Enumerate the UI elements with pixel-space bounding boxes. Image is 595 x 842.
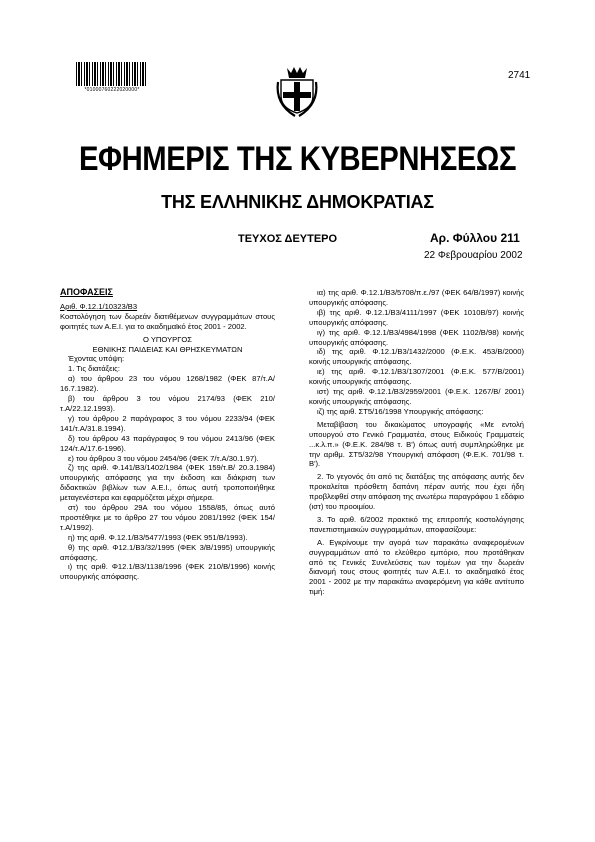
paragraph: δ) του άρθρου 43 παράγραφος 9 του νόμου 2413/96 (ΦΕΚ 124/τ.Α/17.6-1996). bbox=[60, 433, 275, 453]
paragraph: Α. Εγκρίνουμε την αγορά των παρακάτω αναφερομένων συγγραμμάτων από το ελεύθερο εμπόριο, που προτάθηκαν από τις Γενικές Συνελεύσεις των τομέων για την δωρεάν διανομή τους στους φοιτητές των Α.Ε.Ι. το ακαδημαϊκό έτος 2001 - 2002 με την παρακάτω αναφερόμενη για κάθε αντίτυπο τιμή: bbox=[309, 537, 524, 597]
section-heading: ΑΠΟΦΑΣΕΙΣ bbox=[60, 287, 113, 297]
having-regard: Έχοντας υπόψη: bbox=[68, 354, 125, 364]
paragraph: ιβ) της αριθ. Φ.12.1/Β3/4111/1997 (ΦΕΚ 1010Β/97) κοινής υπουργικής απόφασης. bbox=[309, 307, 524, 327]
paragraph: θ) της αριθ. Φ12.1/Β3/32/1995 (ΦΕΚ 3/Β/1995) υπουργικής απόφασης. bbox=[60, 542, 275, 562]
paragraph: ιγ) της αριθ. Φ.12.1/Β3/4984/1998 (ΦΕΚ 1102/Β/98) κοινής υπουργικής απόφασης. bbox=[309, 327, 524, 347]
greek-coat-of-arms-icon bbox=[273, 62, 321, 120]
gazette-title: ΕΦΗΜΕΡΙΣ ΤΗΣ ΚΥΒΕΡΝΗΣΕΩΣ bbox=[78, 140, 517, 178]
paragraph: ζ) της αριθ. Φ.141/Β3/1402/1984 (ΦΕΚ 159/τ.Β/ 20.3.1984) υπουργικής απόφασης για την έκδοση και διάκριση των διδακτικών βιβλίων των Α.Ε.Ι., όπως αυτή τροποποιήθηκε μεταγενέστερα και εφαρμόζεται μέχρι σήμερα. bbox=[60, 463, 275, 503]
paragraph: 2. Το γεγονός ότι από τις διατάξεις της απόφασης αυτής δεν προκαλείται πρόσθετη δαπάνη πέραν αυτής που έχει ήδη προβλεφθεί στην απόφαση της ανωτέρω παραγράφου 1 εδάφιο (ιστ) του προοιμίου. bbox=[309, 472, 524, 512]
issue-date: 22 Φεβρουαρίου 2002 bbox=[424, 250, 523, 261]
ministry-name: ΕΘΝΙΚΗΣ ΠΑΙΔΕΙΑΣ ΚΑΙ ΘΡΗΣΚΕΥΜΑΤΩΝ bbox=[92, 344, 243, 354]
paragraph: Μεταβίβαση του δικαιώματος υπογραφής «Με εντολή υπουργού στο Γενικό Γραμματέα, στους Ειδικούς Γραμματείς ...κ.λ.π.» (Φ.Ε.Κ. 284/98 τ. Β') όπως αυτή συμπληρώθηκε με την αριθμ. ΣΤ5/32/98 Υπουργική απόφαση (Φ.Ε.Κ. 701/98 τ. Β'). bbox=[309, 419, 524, 469]
paragraph: ιστ) της αριθ. Φ.12.1/Β3/2959/2001 (Φ.Ε.Κ. 1267/Β/ 2001) κοινής υπουργικής απόφασης. bbox=[309, 387, 524, 406]
decision-reference: Αριθ. Φ.12.1/10323/Β3 bbox=[60, 301, 138, 311]
paragraph: ια) της αριθ. Φ.12.1/Β3/5708/π.ε./97 (ΦΕΚ 64/Β/1997) κοινής υπουργικής απόφασης. bbox=[309, 288, 524, 307]
right-column bbox=[309, 288, 524, 597]
paragraph: ι) της αριθ. Φ12.1/Β3/1138/1996 (ΦΕΚ 210/Β/1996) κοινής υπουργικής απόφασης. bbox=[60, 562, 275, 582]
paragraph: β) του άρθρου 3 του νόμου 2174/93 (ΦΕΚ 210/τ.Α/22.12.1993). bbox=[60, 394, 275, 413]
paragraph: η) της αριθ. Φ.12.1/Β3/5477/1993 (ΦΕΚ 951/Β/1993). bbox=[68, 532, 248, 542]
left-column bbox=[60, 288, 275, 582]
gazette-subtitle: ΤΗΣ ΕΛΛΗΝΙΚΗΣ ΔΗΜΟΚΡΑΤΙΑΣ bbox=[161, 192, 434, 212]
issue-label: ΤΕΥΧΟΣ ΔΕΥΤΕΡΟ bbox=[238, 233, 338, 245]
barcode-number: *01000760222020000* bbox=[84, 87, 140, 93]
minister-title: Ο ΥΠΟΥΡΓΟΣ bbox=[142, 334, 192, 344]
paragraph: στ) του άρθρου 29Α του νόμου 1558/85, όπως αυτό προστέθηκε με το άρθρο 27 του νόμου 2081/1992 (ΦΕΚ 154/τ.Α/1992). bbox=[60, 503, 275, 532]
decision-subject: Κοστολόγηση των δωρεάν διατιθέμενων συγγραμμάτων στους φοιτητές των Α.Ε.Ι. για το ακαδημαϊκό έτος 2001 - 2002. bbox=[60, 311, 275, 331]
paragraph: 1. Τις διατάξεις: bbox=[68, 364, 120, 374]
page-number: 2741 bbox=[508, 70, 531, 81]
paragraph: 3. Το αριθ. 6/2002 πρακτικό της επιτροπής κοστολόγησης πανεπιστημιακών συγγραμμάτων, αποφασίζουμε: bbox=[309, 514, 524, 534]
sheet-number: Αρ. Φύλλου 211 bbox=[430, 231, 520, 245]
paragraph: ιζ) της αριθ. ΣΤ5/16/1998 Υπουργικής απόφασης: bbox=[317, 406, 484, 416]
paragraph: ιδ) της αριθ. Φ.12.1/Β3/1432/2000 (Φ.Ε.Κ. 453/Β/2000) κοινής υπουργικής απόφασης. bbox=[309, 347, 524, 367]
paragraph: ιε) της αριθ. Φ.12.1/Β3/1307/2001 (Φ.Ε.Κ. 577/Β/2001) κοινής υπουργικής απόφασης. bbox=[309, 367, 524, 387]
paragraph: γ) του άρθρου 2 παράγραφος 3 του νόμου 2233/94 (ΦΕΚ 141/τ.Α/31.8.1994). bbox=[60, 413, 275, 433]
paragraph: α) του άρθρου 23 του νόμου 1268/1982 (ΦΕΚ 87/τ.Α/ 16.7.1982). bbox=[60, 374, 275, 394]
barcode bbox=[76, 62, 148, 86]
paragraph: ε) του άρθρου 3 του νόμου 2454/96 (ΦΕΚ 7/τ.Α/30.1.97). bbox=[68, 453, 259, 463]
